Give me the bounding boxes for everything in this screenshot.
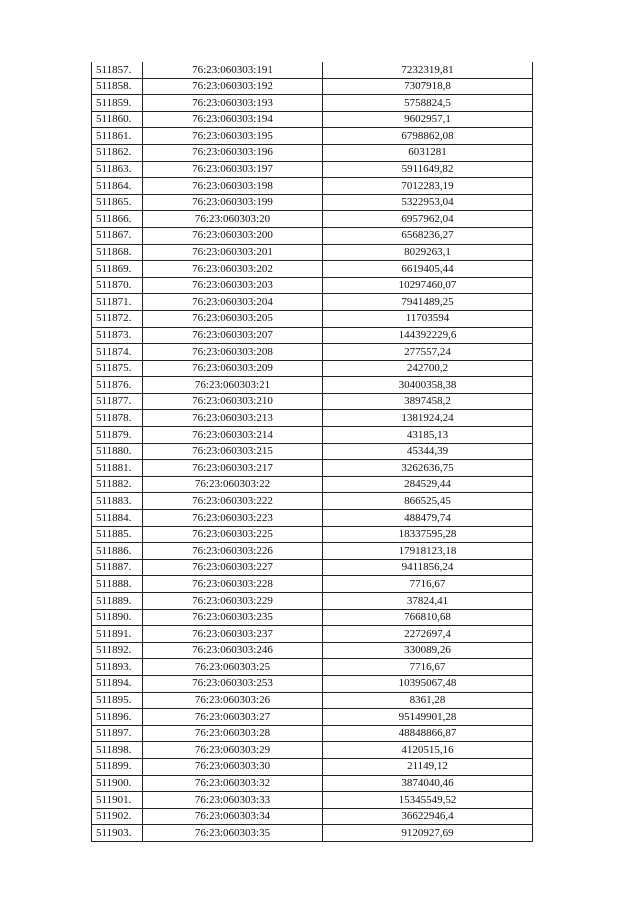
cadastral-value-cell: 7232319,81 — [323, 62, 533, 78]
cadastral-value-cell: 6798862,08 — [323, 128, 533, 145]
row-number-cell: 511894. — [92, 675, 143, 692]
cadastral-number-cell: 76:23:060303:30 — [143, 758, 323, 775]
cadastral-value-cell: 45344,39 — [323, 443, 533, 460]
row-number-cell: 511876. — [92, 377, 143, 394]
table-row — [92, 310, 533, 327]
cadastral-value-cell: 3874040,46 — [323, 775, 533, 792]
row-number-cell: 511884. — [92, 510, 143, 527]
cadastral-number-cell: 76:23:060303:201 — [143, 244, 323, 261]
row-number-cell: 511859. — [92, 95, 143, 112]
row-number-cell: 511882. — [92, 476, 143, 493]
cadastral-value-cell: 6619405,44 — [323, 261, 533, 278]
row-number-cell: 511872. — [92, 310, 143, 327]
cadastral-value-cell: 5322953,04 — [323, 194, 533, 211]
row-number-cell: 511893. — [92, 659, 143, 676]
table-row — [92, 642, 533, 659]
table-row — [92, 294, 533, 311]
table-row — [92, 709, 533, 726]
row-number-cell: 511865. — [92, 194, 143, 211]
cadastral-value-cell: 7012283,19 — [323, 178, 533, 195]
row-number-cell: 511877. — [92, 393, 143, 410]
table-row — [92, 410, 533, 427]
cadastral-number-cell: 76:23:060303:29 — [143, 742, 323, 759]
table-row — [92, 742, 533, 759]
row-number-cell: 511862. — [92, 144, 143, 161]
table-row — [92, 377, 533, 394]
cadastral-value-cell: 4120515,16 — [323, 742, 533, 759]
cadastral-number-cell: 76:23:060303:202 — [143, 261, 323, 278]
table-row — [92, 808, 533, 825]
table-row — [92, 211, 533, 228]
cadastral-number-cell: 76:23:060303:237 — [143, 626, 323, 643]
cadastral-value-cell: 866525,45 — [323, 493, 533, 510]
cadastral-value-cell: 37824,41 — [323, 593, 533, 610]
table-row — [92, 393, 533, 410]
cadastral-number-cell: 76:23:060303:32 — [143, 775, 323, 792]
cadastral-number-cell: 76:23:060303:205 — [143, 310, 323, 327]
cadastral-number-cell: 76:23:060303:20 — [143, 211, 323, 228]
cadastral-value-cell: 21149,12 — [323, 758, 533, 775]
cadastral-number-cell: 76:23:060303:191 — [143, 62, 323, 78]
cadastral-value-cell: 10395067,48 — [323, 675, 533, 692]
cadastral-value-cell: 7716,67 — [323, 576, 533, 593]
table-row — [92, 792, 533, 809]
row-number-cell: 511881. — [92, 460, 143, 477]
table-row — [92, 128, 533, 145]
row-number-cell: 511873. — [92, 327, 143, 344]
cadastral-number-cell: 76:23:060303:228 — [143, 576, 323, 593]
table-row — [92, 692, 533, 709]
row-number-cell: 511896. — [92, 709, 143, 726]
table-row — [92, 526, 533, 543]
row-number-cell: 511899. — [92, 758, 143, 775]
cadastral-number-cell: 76:23:060303:235 — [143, 609, 323, 626]
cadastral-value-cell: 330089,26 — [323, 642, 533, 659]
cadastral-number-cell: 76:23:060303:246 — [143, 642, 323, 659]
cadastral-value-cell: 95149901,28 — [323, 709, 533, 726]
cadastral-value-cell: 15345549,52 — [323, 792, 533, 809]
cadastral-number-cell: 76:23:060303:198 — [143, 178, 323, 195]
table-row — [92, 62, 533, 78]
table-row — [92, 244, 533, 261]
row-number-cell: 511858. — [92, 78, 143, 95]
cadastral-number-cell: 76:23:060303:21 — [143, 377, 323, 394]
row-number-cell: 511880. — [92, 443, 143, 460]
cadastral-number-cell: 76:23:060303:25 — [143, 659, 323, 676]
row-number-cell: 511885. — [92, 526, 143, 543]
cadastral-number-cell: 76:23:060303:34 — [143, 808, 323, 825]
table-row — [92, 144, 533, 161]
table-row — [92, 194, 533, 211]
row-number-cell: 511866. — [92, 211, 143, 228]
cadastral-value-cell: 488479,74 — [323, 510, 533, 527]
table-row — [92, 659, 533, 676]
row-number-cell: 511900. — [92, 775, 143, 792]
cadastral-value-cell: 11703594 — [323, 310, 533, 327]
row-number-cell: 511867. — [92, 227, 143, 244]
table-row — [92, 576, 533, 593]
cadastral-number-cell: 76:23:060303:195 — [143, 128, 323, 145]
row-number-cell: 511861. — [92, 128, 143, 145]
cadastral-number-cell: 76:23:060303:26 — [143, 692, 323, 709]
row-number-cell: 511903. — [92, 825, 143, 842]
cadastral-value-cell: 7716,67 — [323, 659, 533, 676]
cadastral-number-cell: 76:23:060303:22 — [143, 476, 323, 493]
cadastral-value-cell: 1381924,24 — [323, 410, 533, 427]
cadastral-value-cell: 3897458,2 — [323, 393, 533, 410]
row-number-cell: 511874. — [92, 344, 143, 361]
table-row — [92, 543, 533, 560]
row-number-cell: 511870. — [92, 277, 143, 294]
table-row — [92, 227, 533, 244]
table-row — [92, 775, 533, 792]
cadastral-value-cell: 10297460,07 — [323, 277, 533, 294]
row-number-cell: 511864. — [92, 178, 143, 195]
table-row — [92, 327, 533, 344]
cadastral-value-cell: 144392229,6 — [323, 327, 533, 344]
cadastral-number-cell: 76:23:060303:194 — [143, 111, 323, 128]
row-number-cell: 511889. — [92, 593, 143, 610]
row-number-cell: 511898. — [92, 742, 143, 759]
row-number-cell: 511895. — [92, 692, 143, 709]
cadastral-value-cell: 8029263,1 — [323, 244, 533, 261]
cadastral-number-cell: 76:23:060303:35 — [143, 825, 323, 842]
table-row — [92, 725, 533, 742]
cadastral-number-cell: 76:23:060303:214 — [143, 427, 323, 444]
table-row — [92, 344, 533, 361]
table-row — [92, 111, 533, 128]
table-row — [92, 78, 533, 95]
row-number-cell: 511897. — [92, 725, 143, 742]
cadastral-number-cell: 76:23:060303:217 — [143, 460, 323, 477]
cadastral-number-cell: 76:23:060303:196 — [143, 144, 323, 161]
cadastral-number-cell: 76:23:060303:209 — [143, 360, 323, 377]
cadastral-number-cell: 76:23:060303:207 — [143, 327, 323, 344]
table-row — [92, 626, 533, 643]
cadastral-number-cell: 76:23:060303:199 — [143, 194, 323, 211]
cadastral-value-cell: 3262636,75 — [323, 460, 533, 477]
cadastral-number-cell: 76:23:060303:223 — [143, 510, 323, 527]
cadastral-number-cell: 76:23:060303:197 — [143, 161, 323, 178]
table-row — [92, 277, 533, 294]
cadastral-number-cell: 76:23:060303:229 — [143, 593, 323, 610]
cadastral-number-cell: 76:23:060303:215 — [143, 443, 323, 460]
table-row — [92, 609, 533, 626]
cadastral-number-cell: 76:23:060303:208 — [143, 344, 323, 361]
table-row — [92, 758, 533, 775]
cadastral-value-cell: 6568236,27 — [323, 227, 533, 244]
cadastral-value-table — [91, 62, 533, 842]
cadastral-value-cell: 5758824,5 — [323, 95, 533, 112]
cadastral-number-cell: 76:23:060303:253 — [143, 675, 323, 692]
cadastral-value-cell: 766810,68 — [323, 609, 533, 626]
row-number-cell: 511863. — [92, 161, 143, 178]
cadastral-value-cell: 18337595,28 — [323, 526, 533, 543]
cadastral-value-cell: 6031281 — [323, 144, 533, 161]
cadastral-number-cell: 76:23:060303:210 — [143, 393, 323, 410]
row-number-cell: 511891. — [92, 626, 143, 643]
table-row — [92, 825, 533, 842]
row-number-cell: 511883. — [92, 493, 143, 510]
row-number-cell: 511887. — [92, 559, 143, 576]
cadastral-value-cell: 8361,28 — [323, 692, 533, 709]
cadastral-value-cell: 6957962,04 — [323, 211, 533, 228]
cadastral-value-cell: 242700,2 — [323, 360, 533, 377]
cadastral-number-cell: 76:23:060303:222 — [143, 493, 323, 510]
cadastral-value-cell: 2272697,4 — [323, 626, 533, 643]
cadastral-value-cell: 7307918,8 — [323, 78, 533, 95]
table-row — [92, 161, 533, 178]
row-number-cell: 511902. — [92, 808, 143, 825]
cadastral-number-cell: 76:23:060303:226 — [143, 543, 323, 560]
cadastral-value-cell: 7941489,25 — [323, 294, 533, 311]
cadastral-value-cell: 277557,24 — [323, 344, 533, 361]
cadastral-number-cell: 76:23:060303:193 — [143, 95, 323, 112]
cadastral-value-cell: 36622946,4 — [323, 808, 533, 825]
table-row — [92, 510, 533, 527]
cadastral-number-cell: 76:23:060303:28 — [143, 725, 323, 742]
table-row — [92, 427, 533, 444]
cadastral-value-cell: 284529,44 — [323, 476, 533, 493]
table-body — [92, 62, 533, 841]
cadastral-number-cell: 76:23:060303:225 — [143, 526, 323, 543]
table-row — [92, 261, 533, 278]
cadastral-value-cell: 5911649,82 — [323, 161, 533, 178]
table-row — [92, 360, 533, 377]
row-number-cell: 511890. — [92, 609, 143, 626]
row-number-cell: 511901. — [92, 792, 143, 809]
row-number-cell: 511878. — [92, 410, 143, 427]
table-row — [92, 95, 533, 112]
row-number-cell: 511869. — [92, 261, 143, 278]
cadastral-number-cell: 76:23:060303:204 — [143, 294, 323, 311]
row-number-cell: 511871. — [92, 294, 143, 311]
row-number-cell: 511886. — [92, 543, 143, 560]
row-number-cell: 511888. — [92, 576, 143, 593]
table-row — [92, 675, 533, 692]
cadastral-value-cell: 43185,13 — [323, 427, 533, 444]
cadastral-value-cell: 9602957,1 — [323, 111, 533, 128]
cadastral-value-cell: 9411856,24 — [323, 559, 533, 576]
cadastral-value-cell: 48848866,87 — [323, 725, 533, 742]
table-row — [92, 443, 533, 460]
table-row — [92, 493, 533, 510]
cadastral-value-cell: 9120927,69 — [323, 825, 533, 842]
row-number-cell: 511879. — [92, 427, 143, 444]
cadastral-number-cell: 76:23:060303:203 — [143, 277, 323, 294]
row-number-cell: 511857. — [92, 62, 143, 78]
table-row — [92, 178, 533, 195]
table-row — [92, 460, 533, 477]
cadastral-number-cell: 76:23:060303:213 — [143, 410, 323, 427]
cadastral-number-cell: 76:23:060303:33 — [143, 792, 323, 809]
table-row — [92, 476, 533, 493]
row-number-cell: 511892. — [92, 642, 143, 659]
cadastral-number-cell: 76:23:060303:27 — [143, 709, 323, 726]
cadastral-value-cell: 30400358,38 — [323, 377, 533, 394]
cadastral-number-cell: 76:23:060303:192 — [143, 78, 323, 95]
cadastral-number-cell: 76:23:060303:227 — [143, 559, 323, 576]
row-number-cell: 511868. — [92, 244, 143, 261]
cadastral-value-cell: 17918123,18 — [323, 543, 533, 560]
table-row — [92, 559, 533, 576]
row-number-cell: 511875. — [92, 360, 143, 377]
row-number-cell: 511860. — [92, 111, 143, 128]
table-row — [92, 593, 533, 610]
cadastral-number-cell: 76:23:060303:200 — [143, 227, 323, 244]
